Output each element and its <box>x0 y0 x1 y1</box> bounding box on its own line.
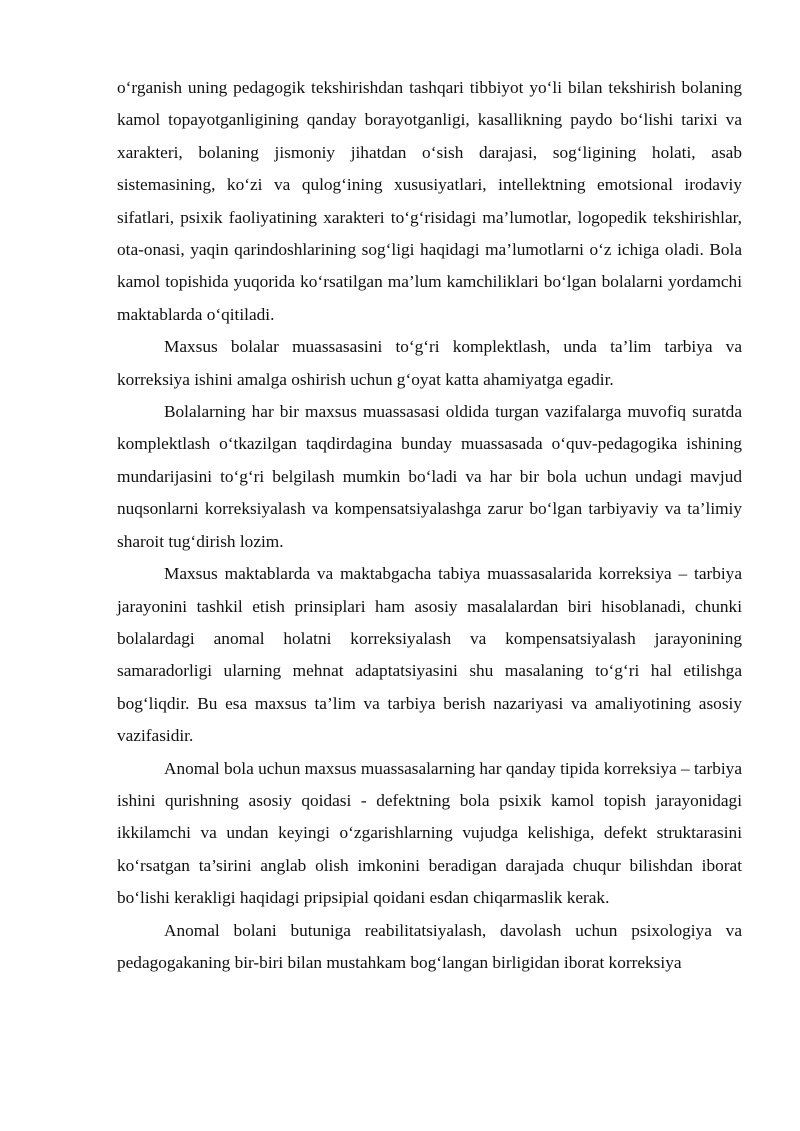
paragraph: Anomal bola uchun maxsus muassasalarning har qanday tipida korreksiya – tarbiya ishini qurishning asosiy qoidasi - defektning bola psixik kamol topish jarayonidagi ikkilamchi va undan keyingi o‘zgarishlarning vujudga kelishiga, defekt struktarasini ko‘rsatgan ta’sirini anglab olish imkonini beradigan darajada chuqur bilishdan iborat bo‘lishi kerakligi haqidagi pripsipial qoidani esdan chiqarmaslik kerak. <box>117 758 742 908</box>
document-page <box>117 72 742 979</box>
paragraph: Maxsus maktablarda va maktabgacha tabiya muassasalarida korreksiya – tarbiya jarayonini tashkil etish prinsiplari ham asosiy masalalardan biri hisoblanadi, chunki bolalardagi anomal holatni korreksiyalash va kompensatsiyalash jarayonining samaradorligi ularning mehnat adaptatsiyasini shu masalaning to‘g‘ri hal etilishga bog‘liqdir. Bu esa maxsus ta’lim va tarbiya berish nazariyasi va amaliyotining asosiy vazifasidir. <box>117 564 742 746</box>
paragraph: Anomal bolani butuniga reabilitatsiyalash, davolash uchun psixologiya va pedagogakaning bir-biri bilan mustahkam bog‘langan birligidan iborat korreksiya <box>117 920 742 972</box>
paragraph: Maxsus bolalar muassasasini to‘g‘ri komplektlash, unda ta’lim tarbiya va korreksiya ishini amalga oshirish uchun g‘oyat katta ahamiyatga egadir. <box>117 337 742 389</box>
paragraph-continued: o‘rganish uning pedagogik tekshirishdan tashqari tibbiyot yo‘li bilan tekshirish bolaning kamol topayotganligining qanday borayotganligi, kasallikning paydo bo‘lishi tarixi va xarakteri, bolaning jismoniy jihatdan o‘sish darajasi, sog‘ligining holati, asab sistemasining, ko‘zi va qulog‘ining xususiyatlari, intellektning emotsional irodaviy sifatlari, psixik faoliyatining xarakteri to‘g‘risidagi ma’lumotlar, logopedik tekshirishlar, ota-onasi, yaqin qarindoshlarining sog‘ligi haqidagi ma’lumotlarni o‘z ichiga oladi. Bola kamol topishida yuqorida ko‘rsatilgan ma’lum kamchiliklari bo‘lgan bolalarni yordamchi maktablarda o‘qitiladi. <box>117 78 742 324</box>
paragraph: Bolalarning har bir maxsus muassasasi oldida turgan vazifalarga muvofiq suratda komplektlash o‘tkazilgan taqdirdagina bunday muassasada o‘quv-pedagogika ishining mundarijasini to‘g‘ri belgilash mumkin bo‘ladi va har bir bola uchun undagi mavjud nuqsonlarni korreksiyalash va kompensatsiyalashga zarur bo‘lgan tarbiyaviy va ta’limiy sharoit tug‘dirish lozim. <box>117 402 742 551</box>
